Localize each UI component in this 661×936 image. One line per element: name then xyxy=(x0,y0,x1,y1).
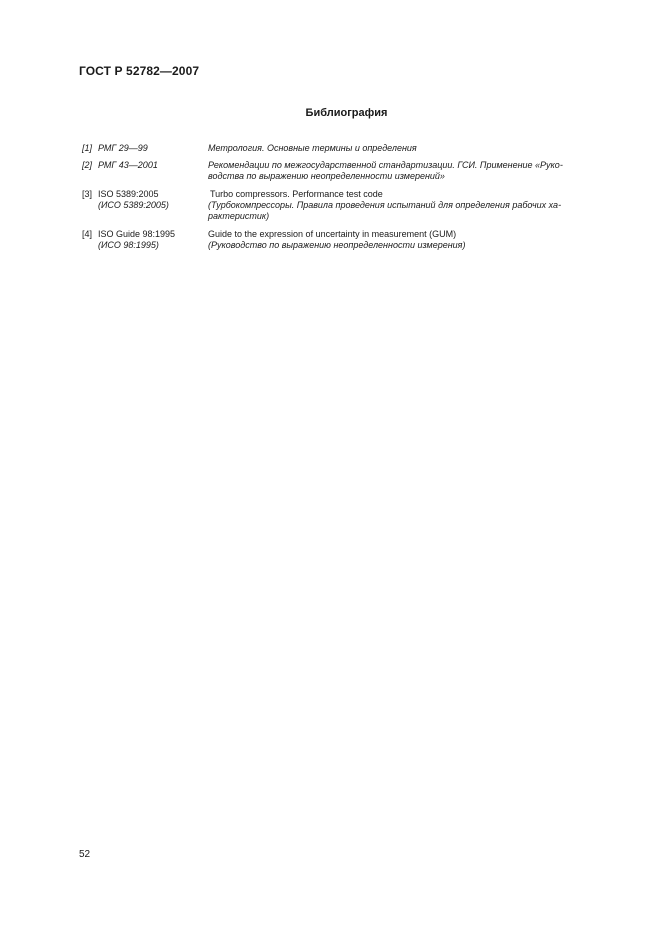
entry-title-line: (Турбокомпрессоры. Правила проведения испытаний для определения рабочих ха- xyxy=(208,200,562,210)
entry-code-line: (ИСО 98:1995) xyxy=(98,240,159,250)
entry-number: [4] xyxy=(82,229,93,239)
entry-title xyxy=(208,143,611,154)
entry-code xyxy=(98,189,208,211)
page-number: 52 xyxy=(79,849,91,860)
entry-code-line: РМГ 43—2001 xyxy=(98,160,158,170)
section-title-text: Библиография xyxy=(305,107,388,119)
entry-code-line: РМГ 29—99 xyxy=(98,143,148,153)
entry-number: [2] xyxy=(82,160,93,170)
entry-code-line: ISO Guide 98:1995 xyxy=(98,229,176,239)
standard-designation: ГОСТ Р 52782—2007 xyxy=(79,64,200,78)
entry-code-line: (ИСО 5389:2005) xyxy=(98,200,169,210)
entry-title-line: Guide to the expression of uncertainty in measurement (GUM) xyxy=(208,229,457,239)
entry-code xyxy=(98,229,208,251)
entry-title xyxy=(208,189,611,222)
entry-title-line: рактеристик) xyxy=(208,211,270,221)
entry-code xyxy=(98,160,208,171)
section-title xyxy=(0,107,661,119)
entry-title-line: Метрология. Основные термины и определения xyxy=(208,143,417,153)
entry-code xyxy=(98,143,208,154)
entry-title xyxy=(208,229,611,251)
entry-number: [3] xyxy=(82,189,93,199)
entry-title-line: Turbo compressors. Performance test code xyxy=(210,189,383,199)
entry-number: [1] xyxy=(82,143,93,153)
entry-code-line: ISO 5389:2005 xyxy=(98,189,159,199)
entry-title-line: Рекомендации по межгосударственной стандартизации. ГСИ. Применение «Руко- xyxy=(208,160,563,170)
entry-title-line: водства по выражению неопределенности измерений» xyxy=(208,171,445,181)
entry-title-line: (Руководство по выражению неопределенности измерения) xyxy=(208,240,466,250)
entry-title xyxy=(208,160,611,182)
